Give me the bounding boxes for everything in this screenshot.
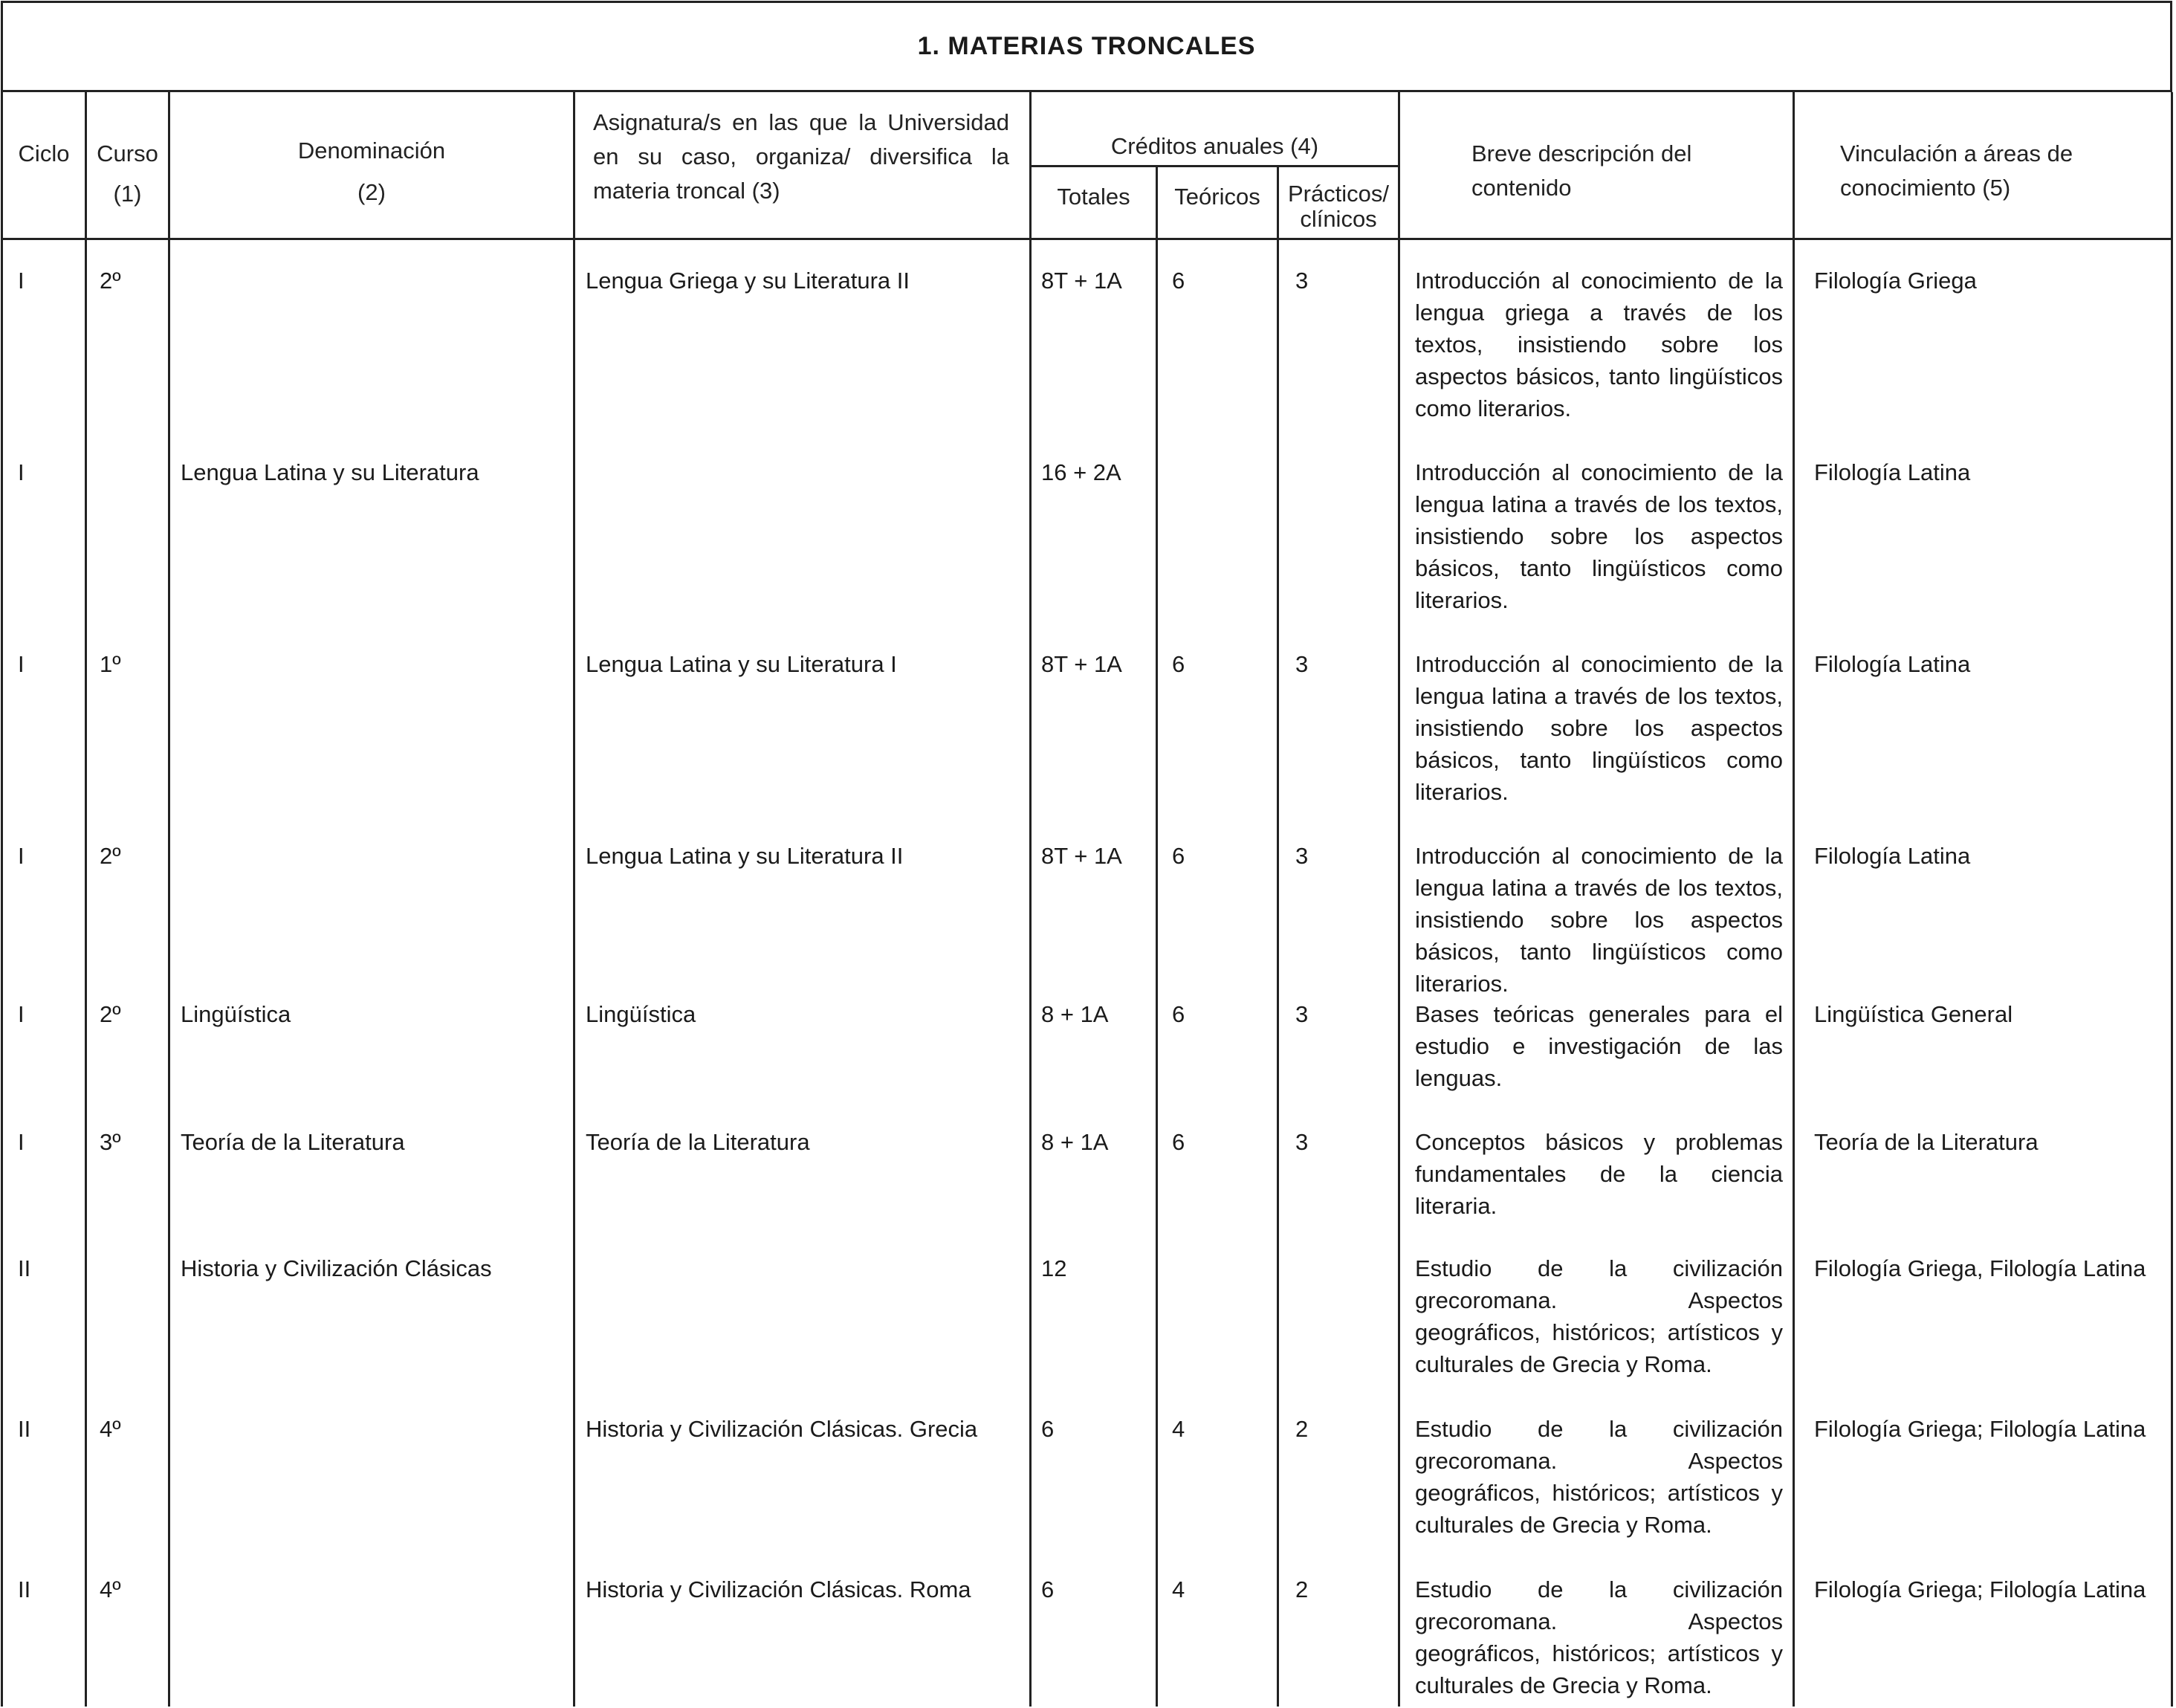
column-divider-creditos [1398, 92, 1400, 1707]
header-totales: Totales [1057, 184, 1130, 210]
cell-asignatura: Historia y Civilización Clásicas. Grecia [586, 1416, 978, 1442]
column-divider-curso [168, 92, 170, 1707]
column-divider-asignatura [1029, 92, 1032, 1707]
cell-denominacion: Teoría de la Literatura [181, 1129, 405, 1155]
cell-ciclo: II [18, 1416, 31, 1442]
cell-denominacion: Historia y Civilización Clásicas [181, 1255, 492, 1281]
cell-denominacion: Lengua Latina y su Literatura [181, 459, 479, 485]
cell-vinculacion: Lingüística General [1814, 1001, 2013, 1027]
cell-totales: 8 + 1A [1041, 1001, 1109, 1027]
cell-totales: 8T + 1A [1041, 651, 1122, 677]
cell-practicos: 2 [1295, 1416, 1309, 1442]
cell-descripcion: Introducción al conocimiento de la lengua latina a través de los textos, insistiendo sobre los aspectos básicos, tanto lingüísticos como literarios. [1415, 651, 1783, 805]
cell-ciclo: II [18, 1576, 31, 1602]
cell-descripcion: Bases teóricas generales para el estudio e investigación de las lenguas. [1415, 1001, 1783, 1091]
cell-curso: 4º [100, 1576, 121, 1602]
cell-curso: 3º [100, 1129, 121, 1155]
cell-vinculacion: Filología Latina [1814, 651, 1971, 677]
header-creditos: Créditos anuales (4) [1110, 133, 1319, 159]
cell-practicos: 3 [1295, 651, 1309, 677]
cell-practicos: 3 [1295, 268, 1309, 294]
right-border [2171, 92, 2173, 1707]
cell-totales: 6 [1041, 1416, 1055, 1442]
cell-practicos: 3 [1295, 843, 1309, 869]
header-descripcion: Breve descripción del contenido [1471, 140, 1692, 201]
cell-ciclo: I [18, 651, 25, 677]
header-vinculacion: Vinculación a áreas de conocimiento (5) [1840, 140, 2073, 201]
column-divider-ciclo [85, 92, 87, 1707]
cell-ciclo: I [18, 268, 25, 294]
column-divider-descripcion [1793, 92, 1795, 1707]
cell-practicos: 2 [1295, 1576, 1309, 1602]
header-denominacion: Denominación [297, 138, 446, 164]
cell-ciclo: I [18, 1001, 25, 1027]
cell-teoricos: 4 [1172, 1416, 1185, 1442]
cell-curso: 1º [100, 651, 121, 677]
cell-vinculacion: Filología Latina [1814, 459, 1971, 485]
cell-curso: 2º [100, 268, 121, 294]
cell-vinculacion: Filología Griega; Filología Latina [1814, 1416, 2146, 1442]
cell-vinculacion: Filología Griega; Filología Latina [1814, 1576, 2146, 1602]
column-divider-denominacion [573, 92, 575, 1707]
cell-totales: 16 + 2A [1041, 459, 1121, 485]
cell-curso: 2º [100, 843, 121, 869]
cell-denominacion: Lingüística [181, 1001, 291, 1027]
creditos-subheader-line [1029, 165, 1400, 167]
cell-practicos: 3 [1295, 1129, 1309, 1155]
cell-vinculacion: Filología Latina [1814, 843, 1971, 869]
cell-practicos: 3 [1295, 1001, 1309, 1027]
cell-curso: 2º [100, 1001, 121, 1027]
cell-teoricos: 6 [1172, 1001, 1185, 1027]
header-teoricos: Teóricos [1174, 184, 1260, 210]
header-curso: Curso [97, 140, 158, 166]
cell-totales: 6 [1041, 1576, 1055, 1602]
cell-asignatura: Lengua Latina y su Literatura I [586, 651, 897, 677]
cell-vinculacion: Teoría de la Literatura [1814, 1129, 2039, 1155]
cell-asignatura: Lingüística [586, 1001, 696, 1027]
cell-curso: 4º [100, 1416, 121, 1442]
cell-totales: 8T + 1A [1041, 843, 1122, 869]
cell-asignatura: Historia y Civilización Clásicas. Roma [586, 1576, 971, 1602]
cell-asignatura: Lengua Latina y su Literatura II [586, 843, 904, 869]
cell-teoricos: 6 [1172, 268, 1185, 294]
header-asignatura: Asignatura/s en las que la Universidad en su caso, organiza/ diversifica la materia troncal (3) [593, 109, 1009, 204]
cell-ciclo: I [18, 843, 25, 869]
left-border [1, 92, 3, 1707]
cell-vinculacion: Filología Griega, Filología Latina [1814, 1255, 2146, 1281]
cell-descripcion: Introducción al conocimiento de la lengua latina a través de los textos, insistiendo sobre los aspectos básicos, tanto lingüísticos como literarios. [1415, 459, 1783, 613]
cell-ciclo: II [18, 1255, 31, 1281]
column-divider-totales [1156, 165, 1158, 1707]
cell-asignatura: Lengua Griega y su Literatura II [586, 268, 910, 294]
cell-ciclo: I [18, 1129, 25, 1155]
header-curso-note: (1) [113, 181, 142, 207]
cell-descripcion: Introducción al conocimiento de la lengua latina a través de los textos, insistiendo sobre los aspectos básicos, tanto lingüísticos como literarios. [1415, 843, 1783, 997]
cell-descripcion: Estudio de la civilización grecoromana. Aspectos geográficos, históricos; artísticos y culturales de Grecia y Roma. [1415, 1576, 1783, 1698]
cell-ciclo: I [18, 459, 25, 485]
cell-totales: 8T + 1A [1041, 268, 1122, 294]
cell-teoricos: 6 [1172, 651, 1185, 677]
column-divider-teoricos [1277, 165, 1279, 1707]
cell-teoricos: 4 [1172, 1576, 1185, 1602]
cell-totales: 8 + 1A [1041, 1129, 1109, 1155]
header-ciclo: Ciclo [18, 140, 70, 166]
table-title: 1. MATERIAS TRONCALES [1, 1, 2172, 92]
header-denominacion-note: (2) [357, 179, 386, 205]
cell-totales: 12 [1041, 1255, 1067, 1281]
header-bottom-line [1, 238, 2173, 240]
cell-descripcion: Conceptos básicos y problemas fundamentales de la ciencia literaria. [1415, 1129, 1783, 1219]
cell-asignatura: Teoría de la Literatura [586, 1129, 810, 1155]
cell-descripcion: Estudio de la civilización grecoromana. Aspectos geográficos, históricos; artísticos y culturales de Grecia y Roma. [1415, 1255, 1783, 1377]
cell-descripcion: Introducción al conocimiento de la lengua griega a través de los textos, insistiendo sobre los aspectos básicos, tanto lingüísticos como literarios. [1415, 268, 1783, 421]
cell-vinculacion: Filología Griega [1814, 268, 1977, 294]
cell-descripcion: Estudio de la civilización grecoromana. Aspectos geográficos, históricos; artísticos y culturales de Grecia y Roma. [1415, 1416, 1783, 1538]
cell-teoricos: 6 [1172, 843, 1185, 869]
cell-teoricos: 6 [1172, 1129, 1185, 1155]
header-practicos: Prácticos/ clínicos [1287, 181, 1390, 232]
